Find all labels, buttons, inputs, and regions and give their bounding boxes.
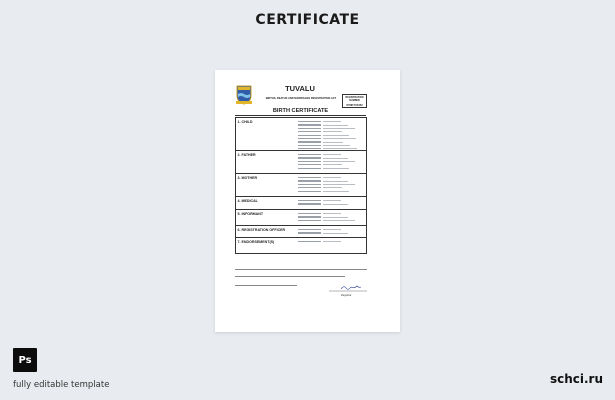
section-lines: [298, 212, 366, 222]
section-father: [236, 150, 366, 173]
section-title: 7. ENDORSEMENT(S): [237, 240, 275, 244]
footnote-line: [235, 276, 345, 277]
field-line: [298, 190, 366, 193]
section-title: 4. MEDICAL: [237, 199, 258, 203]
section-lines: [298, 176, 366, 193]
section-title: 5. INFORMANT: [237, 212, 264, 216]
registration-label: REGISTRATION NUMBER: [345, 96, 364, 102]
section-endorsements: [236, 237, 366, 253]
section-lines: [298, 120, 366, 151]
section-medical: [236, 196, 366, 209]
section-informant: [236, 209, 366, 225]
registration-number-box: [342, 94, 367, 108]
document-heading: BIRTH CERTIFICATE: [235, 108, 366, 116]
section-title: 3. MOTHER: [237, 176, 258, 180]
field-line: [298, 240, 366, 243]
section-title: 2. FATHER: [237, 153, 256, 157]
brand-watermark: schci.ru: [549, 372, 603, 386]
field-line: [298, 231, 366, 234]
footnote-line: [235, 285, 297, 286]
section-lines: [298, 153, 366, 170]
signature-label: Registrar: [341, 294, 352, 297]
certificate-sheet: [215, 70, 400, 332]
field-line: [298, 167, 366, 170]
photoshop-icon: Ps: [13, 348, 37, 372]
section-lines: [298, 199, 366, 206]
section-child: [236, 117, 366, 150]
section-registration-officer: [236, 225, 366, 237]
section-lines: [298, 240, 366, 243]
signature-mark: [327, 284, 367, 292]
registration-number: STNKTU3452: [346, 104, 363, 107]
section-lines: [298, 228, 366, 235]
certificate-sections: [235, 117, 367, 254]
page-title: CERTIFICATE: [255, 12, 360, 28]
section-mother: [236, 173, 366, 196]
section-title: 6. REGISTRATION OFFICER: [237, 228, 286, 232]
field-line: [298, 202, 366, 205]
coat-of-arms-icon: [235, 83, 253, 105]
document-act-line: BIRTHS, DEATHS AND MARRIAGES REGISTRATION ACT: [265, 97, 337, 100]
footnote-line: [235, 269, 367, 270]
document-country: TUVALU: [285, 84, 315, 93]
field-line: [298, 219, 366, 222]
template-caption: fully editable template: [13, 380, 110, 390]
section-title: 1. CHILD: [237, 120, 253, 124]
